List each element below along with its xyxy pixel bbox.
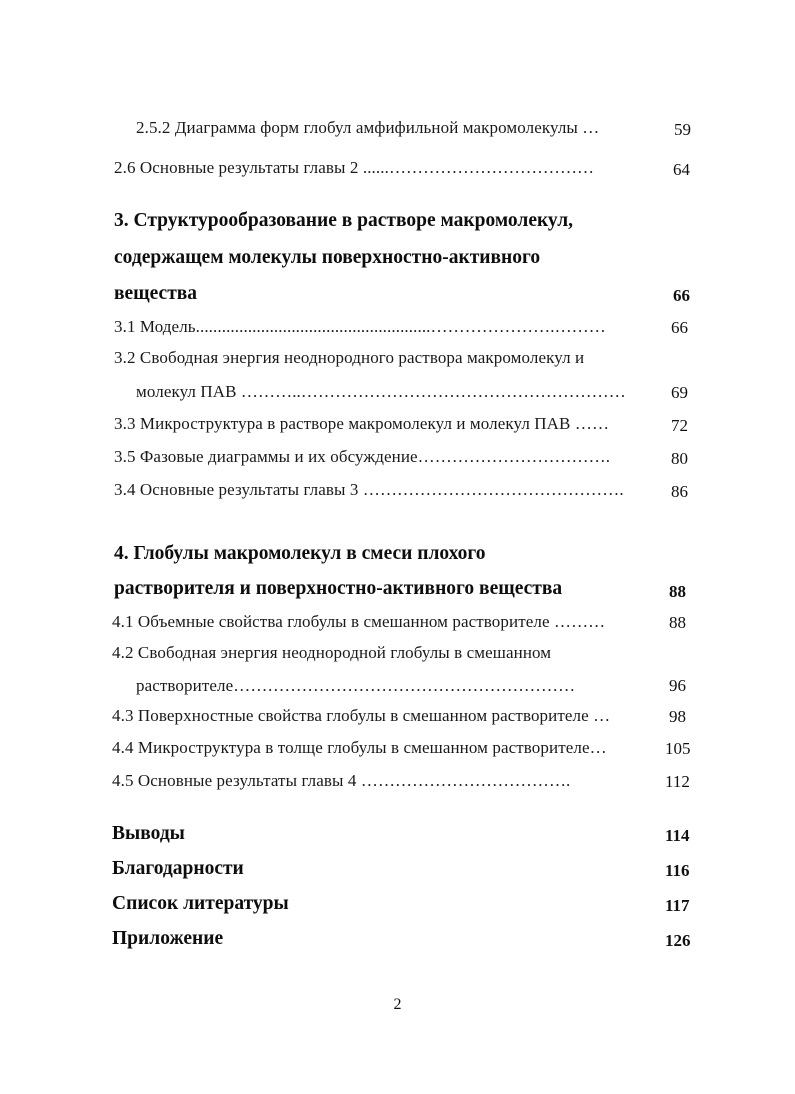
toc-conclusions-page: 114 (665, 826, 690, 845)
toc-entry-3-2-line-1: 3.2 Свободная энергия неоднородного раствора макромолекул и (114, 348, 585, 367)
toc-page-4-5: 112 (665, 772, 690, 791)
toc-page-3-5: 80 (671, 449, 688, 468)
toc-entry-4-3: 4.3 Поверхностные свойства глобулы в смешанном растворителе … (112, 706, 611, 725)
toc-entry-3-5: 3.5 Фазовые диаграммы и их обсуждение……………………………. (114, 447, 611, 466)
toc-appendix: Приложение (112, 928, 224, 949)
toc-page-4-4: 105 (665, 739, 691, 758)
toc-page-3-1: 66 (671, 318, 688, 337)
toc-appendix-page: 126 (665, 931, 691, 950)
toc-page-3-4: 86 (671, 482, 688, 501)
chapter-4-title-line-2: растворителя и поверхностно-активного вещества (114, 578, 563, 599)
toc-entry-2-6: 2.6 Основные результаты главы 2 ......……………………………… (114, 158, 595, 177)
toc-page-4-3: 98 (669, 707, 686, 726)
chapter-3-title-line-3: вещества (114, 283, 198, 304)
chapter-4-title-line-1: 4. Глобулы макромолекул в смеси плохого (114, 543, 486, 564)
toc-entry-4-5: 4.5 Основные результаты главы 4 ………………………………. (112, 771, 571, 790)
toc-conclusions: Выводы (112, 823, 185, 844)
chapter-3-page: 66 (673, 286, 690, 305)
toc-page-4-2: 96 (669, 676, 686, 695)
toc-entry-3-4: 3.4 Основные результаты главы 3 ………………………………………. (114, 480, 624, 499)
toc-entry-4-2-line-2: растворителе…………………………………………………… (136, 676, 576, 695)
toc-entry-3-1: 3.1 Модель......................................................………………….……… (114, 317, 606, 336)
toc-entry-3-3: 3.3 Микроструктура в растворе макромолекул и молекул ПАВ …… (114, 414, 610, 433)
toc-entry-4-4: 4.4 Микроструктура в толще глобулы в смешанном растворителе… (112, 738, 607, 757)
toc-entry-3-2-line-2: молекул ПАВ ………..………………………………………………… (136, 382, 626, 401)
toc-page-2-5-2: 59 (674, 120, 691, 139)
toc-references-page: 117 (665, 896, 690, 915)
page-number: 2 (393, 996, 402, 1013)
toc-page-3-2: 69 (671, 383, 688, 402)
toc-entry-4-1: 4.1 Объемные свойства глобулы в смешанном растворителе ……… (112, 612, 606, 631)
chapter-3-title-line-2: содержащем молекулы поверхностно-активного (114, 247, 541, 268)
toc-page-4-1: 88 (669, 613, 686, 632)
toc-entry-4-2-line-1: 4.2 Свободная энергия неоднородной глобулы в смешанном (112, 643, 552, 662)
toc-entry-2-5-2: 2.5.2 Диаграмма форм глобул амфифильной макромолекулы … (136, 118, 600, 137)
toc-page-3-3: 72 (671, 416, 688, 435)
toc-references: Список литературы (112, 893, 289, 914)
chapter-4-page: 88 (669, 582, 686, 601)
toc-acknowledgements: Благодарности (112, 858, 244, 879)
chapter-3-title-line-1: 3. Структурообразование в растворе макромолекул, (114, 210, 574, 231)
toc-page-2-6: 64 (673, 160, 690, 179)
toc-acknowledgements-page: 116 (665, 861, 690, 880)
